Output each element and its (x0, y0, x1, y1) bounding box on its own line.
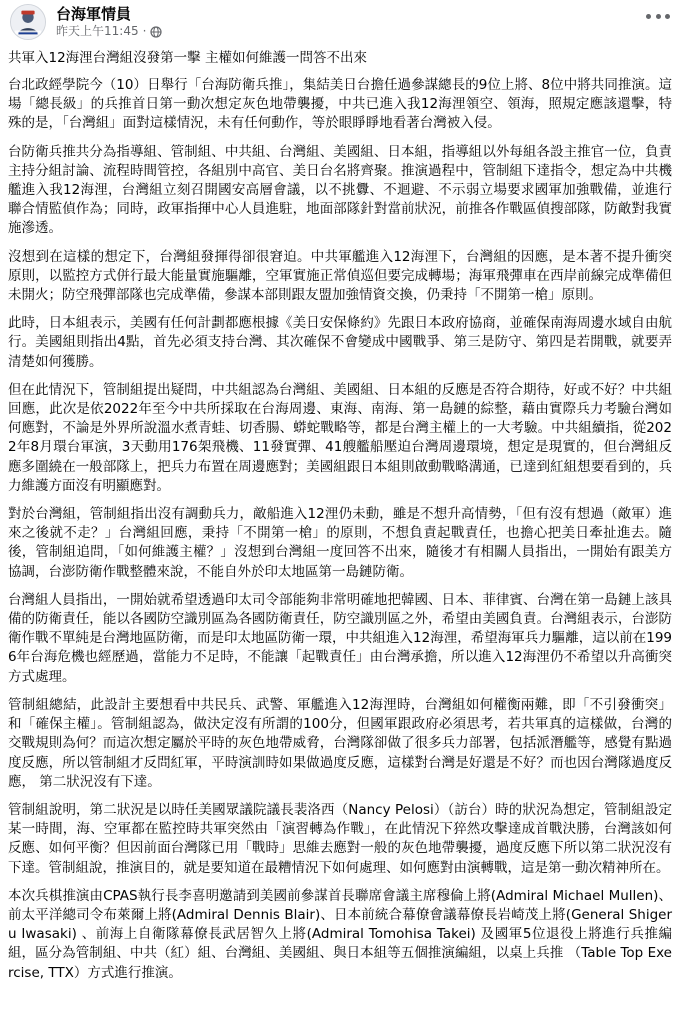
post-paragraph: 台防衛兵推共分為指導組、管制組、中共組、台灣組、美國組、日本組，指導組以外每組各設主推官一位，負責主持分組討論、流程時間管控，各組別中高官、美日台名將齊聚。推演過程中，管制組下達指令，想定為中共機艦進入我12海浬，台灣組立刻召開國安高層會議，以不挑釁、不迴避、不示弱立場要求國軍加強戰備，並進行聯合情監偵作為；同時，政軍指揮中心人員進駐，地面部隊針對當前狀況，前推各作戰區偵搜部隊，防敵對我實施滲透。 (8, 143, 672, 237)
post-meta (56, 4, 162, 40)
more-dot (646, 14, 651, 19)
more-options-icon[interactable] (646, 8, 670, 24)
more-dot (656, 14, 661, 19)
avatar[interactable] (10, 4, 46, 40)
post-title: 共軍入12海浬台灣組沒發第一擊 主權如何維護一問答不出來 (8, 50, 367, 66)
page-name[interactable]: 台海軍情員 (56, 5, 132, 23)
post-header (0, 0, 680, 40)
post-subline (56, 24, 162, 39)
post-paragraph: 本次兵棋推演由CPAS執行長李喜明邀請到美國前參謀首長聯席會議主席穆倫上將(Admiral Michael Mullen)、前太平洋總司令布萊爾上將(Admiral Dennis Blair)、日本前統合幕僚會議幕僚長岩崎茂上將(General Shigeru Iwasaki) 、前海上自衛隊幕僚長武居智久上將(Admiral Tomohisa Takei) 及國軍5位退役上將進行兵推編組，區分為管制組、中共（紅）組、台灣組、美國組、與日本組等五個推演編組，以桌上兵推 （Table Top Exercise, TTX）方式進行推演。 (8, 887, 672, 981)
post-timestamp[interactable]: 昨天上午11:45 (56, 24, 139, 38)
post-content (0, 40, 680, 983)
more-dot (665, 14, 670, 19)
post-paragraph: 沒想到在這樣的想定下，台灣組發揮得卻很窘迫。中共軍艦進入12海浬下，台灣組的因應，是本著不提升衝突原則，以監控方式併行最大能量實施驅離，空軍實施正常偵巡但要完成轉場；海軍飛彈車在西岸前線完成準備但未開火；防空飛彈部隊也完成準備，參謀本部則跟友盟加強情資交換，仍秉持「不開第一槍」原則。 (8, 248, 672, 304)
post-paragraph: 此時，日本組表示，美國有任何計劃都應根據《美日安保條約》先跟日本政府協商，並確保南海周邊水域自由航行。美國組則指出4點，首先必須支持台灣、其次確保不會變成中國戰爭、第三是防守、第四是若開戰，就要弄清楚如何獲勝。 (8, 315, 672, 370)
separator-dot: · (142, 24, 147, 38)
post-paragraph: 對於台灣組，管制組指出沒有調動兵力，敵船進入12浬仍未動，雖是不想升高情勢，「但有沒有想過（敵軍）進來之後就不走？」台灣組回應，秉持「不開第一槍」的原則，不想負責起戰責任，也擔心把美日牽扯進去。隨後，管制組追問，「如何維護主權？」沒想到台灣組一度回答不出來，隨後才有相關人員指出，一開始有跟美方協調，台澎防衛作戰整體來說，不能自外於印太地區第一島鏈防衛。 (8, 506, 672, 580)
post-paragraph: 但在此情況下，管制組提出疑問，中共組認為台灣組、美國組、日本組的反應是否符合期待，好或不好？中共組回應，此次是依2022年至今中共所採取在台海周邊、東海、南海、第一島鏈的綜整，藉由實際兵力考驗台灣如何應對，不論是外界所說溫水煮青蛙、切香腸、蟒蛇戰略等，都是台灣主權上的一大考驗。中共組續指，從2022年8月環台軍演，3天動用176架飛機、11發實彈、41艘艦船壓迫台灣周邊環境，想定是現實的，但台灣組反應多圍繞在一般部隊上，把兵力布置在周邊應對；美國組跟日本組則啟動戰略溝通，已達到紅組想要看到的，兵力維護方面沒有明顯應對。 (8, 381, 672, 494)
post-paragraph: 管制組總結，此設計主要想看中共民兵、武警、軍艦進入12海浬時，台灣組如何權衡兩難，即「不引發衝突」和「確保主權」。管制組認為，做決定沒有所謂的100分，但國軍跟政府必須思考，若共軍真的這樣做，台灣的交戰規則為何？而這次想定屬於平時的灰色地帶威脅，台灣隊卻做了很多兵力部署，包括派潛艦等，感覺有點過度反應，所以管制組才反問紅軍，平時演訓時如果做過度反應，這樣對台灣是好還是不好？而也因台灣隊過度反應， 第二狀況沒有下達。 (8, 696, 672, 790)
globe-icon[interactable] (150, 26, 162, 38)
avatar-image-icon (11, 4, 45, 40)
post-paragraph: 台北政經學院今（10）日舉行「台海防衛兵推」，集結美日台擔任過參謀總長的9位上將、8位中將共同推演。這場「總長級」的兵推首日第一動次想定灰色地帶襲擾，中共已進入我12海浬領空、領海，照規定應該還擊，特殊的是，「台灣組」面對這樣情況，未有任何動作，等於眼睜睜地看著台灣被入侵。 (8, 77, 672, 132)
post-paragraph: 台灣組人員指出，一開始就希望透過印太司令部能夠非常明確地把韓國、日本、菲律賓、台灣在第一島鏈上該具備的防衛責任，能以各國防空識別區為各國防衛責任，防空識別區之外，希望由美國負責。台灣組表示，台澎防衛作戰不單純是台灣地區防衛，而是印太地區防衛一環，中共組進入12海浬，希望海軍兵力驅離，這以前在1996年台海危機也經歷過，當能力不足時，不能讓「起戰責任」由台灣承擔，所以進入12海浬仍不希望以升高衝突方式處理。 (8, 591, 672, 685)
post-paragraph: 管制組說明，第二狀況是以時任美國眾議院議長裴洛西（Nancy Pelosi）（訪台）時的狀況為想定，管制組設定某一時間，海、空軍都在監控時共軍突然由「演習轉為作戰」，在此情況下猝然攻擊達成首戰決勝，台灣該如何反應、如何平衡？但因前面台灣隊已用「戰時」思維去應對一般的灰色地帶襲擾，過度反應下所以第二狀況沒有下達。管制組說，推演目的，就是要知道在最糟情況下如何處理、如何應對由演轉戰，這是第一動次精神所在。 (8, 801, 672, 876)
